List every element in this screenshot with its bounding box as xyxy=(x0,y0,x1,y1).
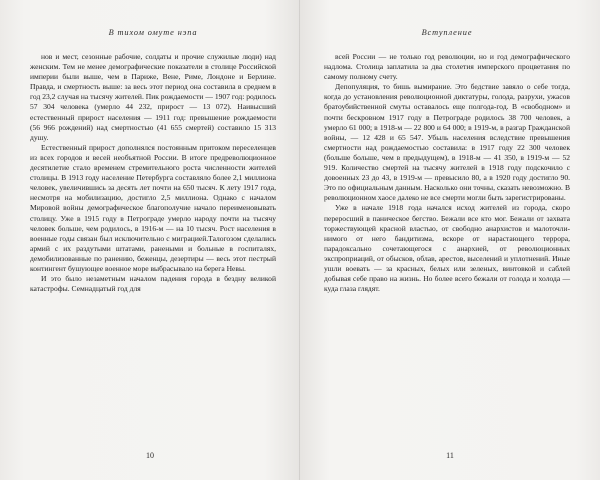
right-page-number: 11 xyxy=(446,451,454,460)
right-page xyxy=(300,0,600,480)
paragraph: Естественный прирост дополнялся постоянным притоком переселенцев из всех городов и весей необъятной России. В итоге предреволюционное десятилетие стало временем стремительного роста численности жителей столицы. В 1913 году население Петербурга составляло более 2,1 миллиона человек, увеличившись за десять лет почти на 650 тысяч. К лету 1917 года, несмотря на мобилизацию, достигло 2,5 миллиона. Однако с началом Мировой войны демографическое благополучие начало переименовывать столицу. Уже в 1915 году в Петрограде умерло народу почти на тысячу человек больше, чем родилось, в 1916-м — на 10 тысяч. Рост населения в военные годы связан был исключительно с миграцией.Талогозом сделались армий с их раздутыми штатами, ранеными и больные в госпиталях, демобилизованные по ранению, беженцы, дезертиры — весь этот пестрый контингент бушующее военное море выбрасывало на берега Невы. xyxy=(30,142,276,273)
left-page-number: 10 xyxy=(146,451,154,460)
paragraph: И это было незаметным началом падения города в бездну великой катастрофы. Семнадцатый год для xyxy=(30,274,276,294)
paragraph: Депопуляция, то бишь вымирание. Это бедствие завяло о себе тогда, когда до установления революционной диктатуры, голода, разрухи, ужасов братоубийственной смуты оставалось еще полгода-год. В «свободном» и почти бескровном 1917 году в Петрограде родилось 38 700 человек, а умерло 61 000; в 1918-м — 22 800 и 64 000; в 1919-м, в разгар Гражданской войны, — 12 428 и 65 547. Убыль населения вследствие превышения смертности над рождаемостью составила: в 1917 году 22 300 человек (больше больше, чем в предыдущем), в 1918-м — 41 350, в 1919-м — 52 919. Количество смертей на тысячу жителей в 1918 году подскочило с довоенных 23 до 43, в 1919-м — превысило 80, а в 1920 году достигло 90. Это по официальным данным. Насколько они точны, сказать невозможно. В революционном хаосе далеко не все смерти могли быть зарегистрированы. xyxy=(324,82,570,203)
left-running-head: В тихом омуте нэпа xyxy=(108,28,198,37)
paragraph: всей России — не только год революции, но и год демографического надлома. Столица заплатила за два столетия имперского процветания по самому полному счету. xyxy=(324,52,570,82)
paragraph: нов и мест, сезонные рабочие, солдаты и прочие служилые люди) над женским. Тем не менее демографические показатели в столице Российской империи были выше, чем в Париже, Вене, Риме, Лондоне и Берлине. Правда, и смертность выше: за весь этот период она составила в среднем в год 23,2 случая на тысячу жителей. Пик рождаемости — 1907 год: родилось 57 304 человека (умерло 44 232, прирост — 13 072). Наивысший естественный прирост населения — 1911 год: превышение рождаемости (56 966 рождений) над смертностью (41 655 смертей) составило 15 313 душу. xyxy=(30,52,276,142)
right-running-head: Вступление xyxy=(421,28,473,37)
left-page-text-column xyxy=(30,52,276,294)
right-page-text-column xyxy=(324,52,570,294)
paragraph: Уже в начале 1918 года начался исход жителей из города, скоро переросший в паническое бегство. Бежали все кто мог. Бежали от захвата торжествующей красной властью, от свободно анархистов и малоточлинимого от него бандитизма, вскоре от нарастающего террора, парадоксально сочетающегося с анархией, от революционных экспроприаций, от обысков, облав, арестов, выселений и уплотнений. Иные ушли воевать — за красных, белых или зеленых, винтовкой и саблей добывая себе право на жизнь. Но более всего бежали от голода и холода — куда глаза глядят. xyxy=(324,203,570,294)
